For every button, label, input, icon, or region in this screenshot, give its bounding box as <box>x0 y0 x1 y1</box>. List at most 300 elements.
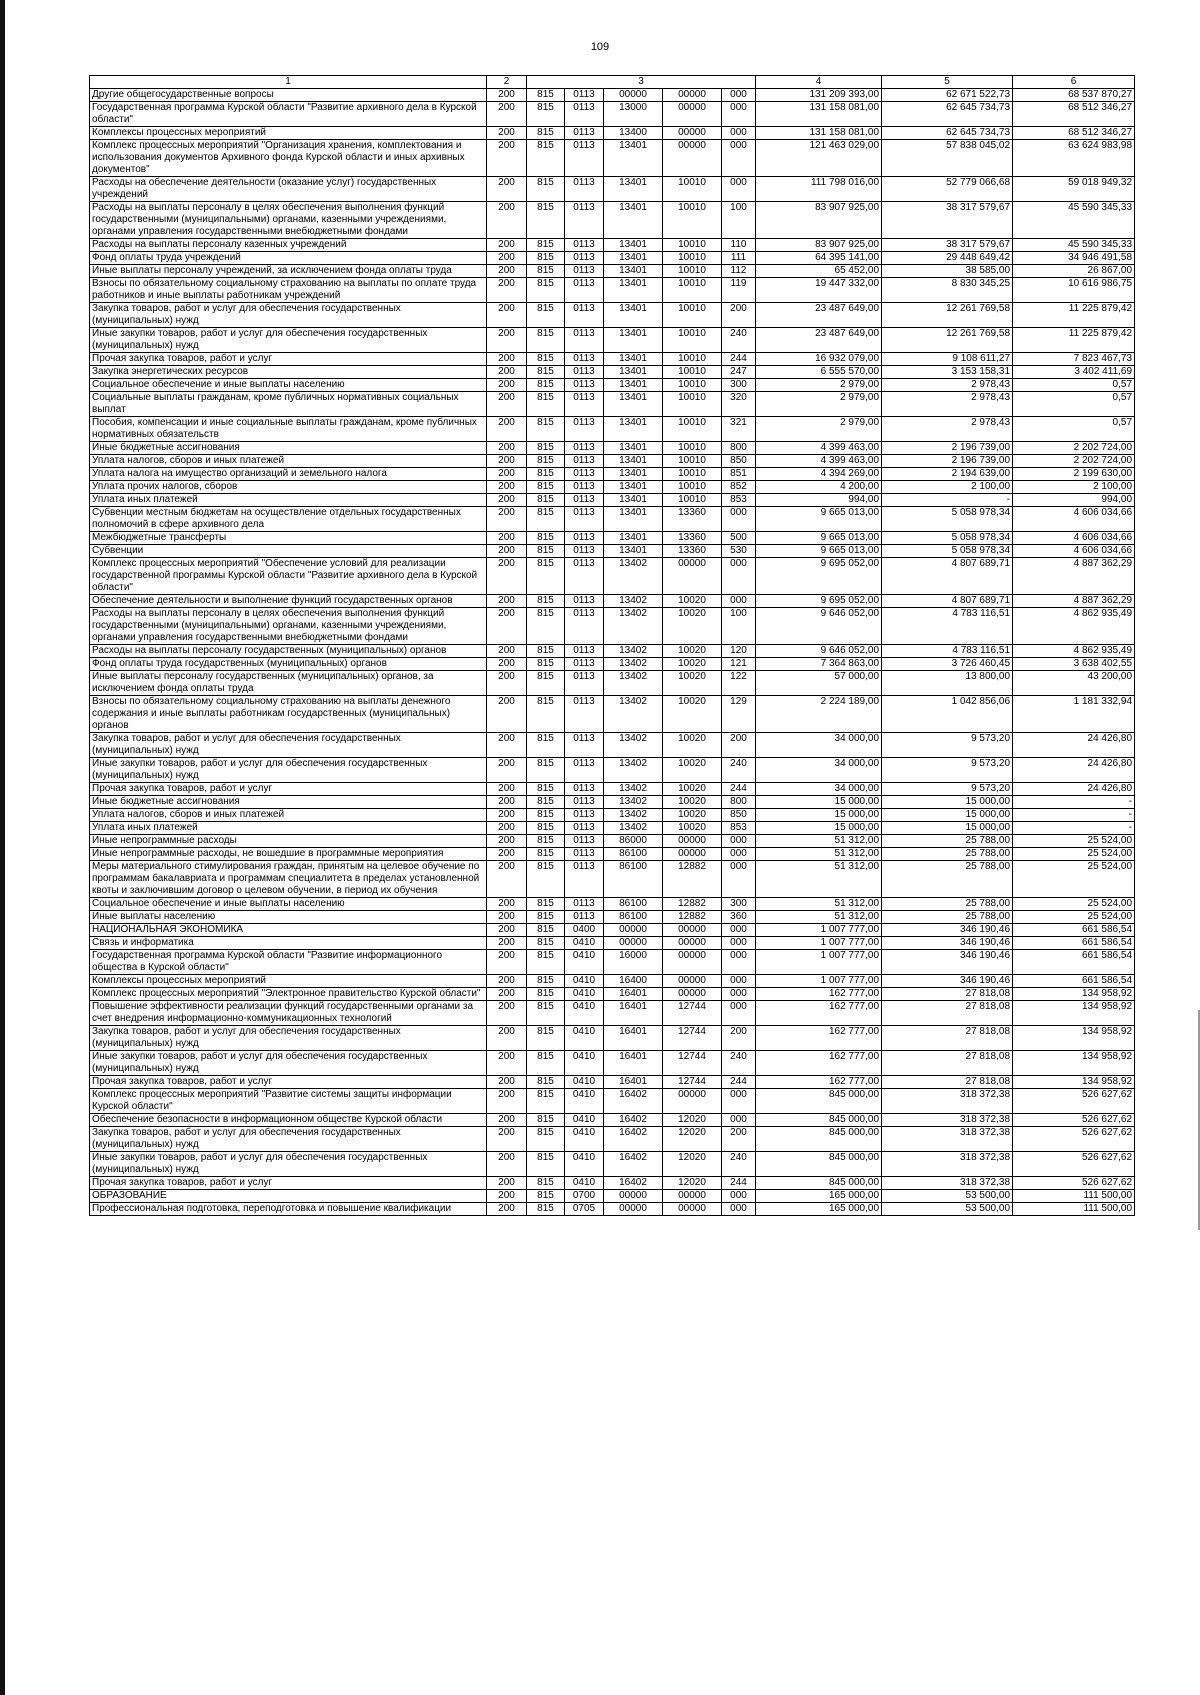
program-code: 13401 <box>604 140 663 177</box>
direction-code: 00000 <box>663 975 722 988</box>
remaining-amount: 4 606 034,66 <box>1013 532 1135 545</box>
section-code: 0410 <box>565 1114 604 1127</box>
approved-amount: 57 000,00 <box>756 671 882 696</box>
ministry-code: 815 <box>527 1190 565 1203</box>
remaining-amount: 25 524,00 <box>1013 848 1135 861</box>
approved-amount: 51 312,00 <box>756 898 882 911</box>
executed-amount: 318 372,38 <box>882 1114 1013 1127</box>
remaining-amount: 111 500,00 <box>1013 1190 1135 1203</box>
row-name: Закупка товаров, работ и услуг для обеспечения государственных (муниципальных) нужд <box>90 1026 487 1051</box>
row-name: Межбюджетные трансферты <box>90 532 487 545</box>
expense-type-code: 200 <box>722 1127 756 1152</box>
direction-code: 10020 <box>663 758 722 783</box>
executed-amount: 15 000,00 <box>882 796 1013 809</box>
remaining-amount: 134 958,92 <box>1013 1051 1135 1076</box>
expense-type-code: 800 <box>722 796 756 809</box>
admin-code: 200 <box>487 379 527 392</box>
column-header: 5 <box>882 76 1013 89</box>
admin-code: 200 <box>487 265 527 278</box>
admin-code: 200 <box>487 608 527 645</box>
remaining-amount: 4 606 034,66 <box>1013 507 1135 532</box>
direction-code: 10020 <box>663 671 722 696</box>
admin-code: 200 <box>487 1152 527 1177</box>
admin-code: 200 <box>487 481 527 494</box>
expense-type-code: 000 <box>722 1089 756 1114</box>
approved-amount: 2 979,00 <box>756 379 882 392</box>
table-row <box>90 303 1135 328</box>
admin-code: 200 <box>487 645 527 658</box>
remaining-amount: - <box>1013 796 1135 809</box>
direction-code: 12882 <box>663 861 722 898</box>
section-code: 0410 <box>565 1089 604 1114</box>
approved-amount: 2 224 189,00 <box>756 696 882 733</box>
row-name: Пособия, компенсации и иные социальные выплаты гражданам, кроме публичных нормативных обязательств <box>90 417 487 442</box>
expense-type-code: 000 <box>722 950 756 975</box>
direction-code: 12882 <box>663 911 722 924</box>
direction-code: 10010 <box>663 239 722 252</box>
remaining-amount: 661 586,54 <box>1013 924 1135 937</box>
ministry-code: 815 <box>527 545 565 558</box>
executed-amount: 62 645 734,73 <box>882 102 1013 127</box>
approved-amount: 7 364 863,00 <box>756 658 882 671</box>
program-code: 13401 <box>604 303 663 328</box>
admin-code: 200 <box>487 822 527 835</box>
executed-amount: 8 830 345,25 <box>882 278 1013 303</box>
row-name: Прочая закупка товаров, работ и услуг <box>90 1076 487 1089</box>
direction-code: 00000 <box>663 1190 722 1203</box>
executed-amount: 27 818,08 <box>882 1001 1013 1026</box>
table-row <box>90 1127 1135 1152</box>
expense-type-code: 119 <box>722 278 756 303</box>
ministry-code: 815 <box>527 975 565 988</box>
ministry-code: 815 <box>527 417 565 442</box>
admin-code: 200 <box>487 595 527 608</box>
direction-code: 10010 <box>663 417 722 442</box>
section-code: 0113 <box>565 353 604 366</box>
direction-code: 10020 <box>663 796 722 809</box>
program-code: 13402 <box>604 645 663 658</box>
direction-code: 10010 <box>663 442 722 455</box>
ministry-code: 815 <box>527 303 565 328</box>
row-name: Социальное обеспечение и иные выплаты населению <box>90 379 487 392</box>
page-number: 109 <box>590 41 610 53</box>
admin-code: 200 <box>487 468 527 481</box>
approved-amount: 15 000,00 <box>756 822 882 835</box>
expense-type-code: 000 <box>722 1190 756 1203</box>
expense-type-code: 852 <box>722 481 756 494</box>
program-code: 16402 <box>604 1177 663 1190</box>
section-code: 0113 <box>565 455 604 468</box>
ministry-code: 815 <box>527 809 565 822</box>
expense-type-code: 000 <box>722 127 756 140</box>
expense-type-code: 360 <box>722 911 756 924</box>
section-code: 0113 <box>565 758 604 783</box>
column-header: 4 <box>756 76 882 89</box>
ministry-code: 815 <box>527 658 565 671</box>
remaining-amount: 25 524,00 <box>1013 835 1135 848</box>
expense-type-code: 321 <box>722 417 756 442</box>
table-row <box>90 468 1135 481</box>
table-row <box>90 937 1135 950</box>
approved-amount: 83 907 925,00 <box>756 202 882 239</box>
ministry-code: 815 <box>527 455 565 468</box>
direction-code: 10010 <box>663 303 722 328</box>
direction-code: 10010 <box>663 328 722 353</box>
table-row <box>90 898 1135 911</box>
section-code: 0113 <box>565 696 604 733</box>
admin-code: 200 <box>487 783 527 796</box>
remaining-amount: 134 958,92 <box>1013 1001 1135 1026</box>
admin-code: 200 <box>487 1089 527 1114</box>
executed-amount: 346 190,46 <box>882 950 1013 975</box>
program-code: 16401 <box>604 1001 663 1026</box>
row-name: Государственная программа Курской области "Развитие информационного общества в Курской области" <box>90 950 487 975</box>
ministry-code: 815 <box>527 696 565 733</box>
table-row <box>90 608 1135 645</box>
expense-type-code: 000 <box>722 140 756 177</box>
program-code: 13401 <box>604 507 663 532</box>
row-name: Комплекс процессных мероприятий "Организация хранения, комплектования и использования документов Архивного фонда Курской области и иных архивных документов" <box>90 140 487 177</box>
program-code: 00000 <box>604 1190 663 1203</box>
expense-type-code: 122 <box>722 671 756 696</box>
ministry-code: 815 <box>527 127 565 140</box>
executed-amount: 1 042 856,06 <box>882 696 1013 733</box>
ministry-code: 815 <box>527 1001 565 1026</box>
expense-type-code: 500 <box>722 532 756 545</box>
admin-code: 200 <box>487 1127 527 1152</box>
approved-amount: 165 000,00 <box>756 1190 882 1203</box>
remaining-amount: 526 627,62 <box>1013 1114 1135 1127</box>
executed-amount: 2 196 739,00 <box>882 442 1013 455</box>
approved-amount: 9 646 052,00 <box>756 645 882 658</box>
ministry-code: 815 <box>527 733 565 758</box>
admin-code: 200 <box>487 202 527 239</box>
direction-code: 00000 <box>663 89 722 102</box>
remaining-amount: 2 100,00 <box>1013 481 1135 494</box>
approved-amount: 6 555 570,00 <box>756 366 882 379</box>
table-row <box>90 733 1135 758</box>
remaining-amount: 68 512 346,27 <box>1013 102 1135 127</box>
program-code: 13401 <box>604 468 663 481</box>
ministry-code: 815 <box>527 950 565 975</box>
program-code: 13401 <box>604 392 663 417</box>
section-code: 0113 <box>565 796 604 809</box>
admin-code: 200 <box>487 924 527 937</box>
approved-amount: 165 000,00 <box>756 1203 882 1216</box>
ministry-code: 815 <box>527 645 565 658</box>
ministry-code: 815 <box>527 796 565 809</box>
approved-amount: 9 665 013,00 <box>756 545 882 558</box>
direction-code: 00000 <box>663 950 722 975</box>
program-code: 13401 <box>604 265 663 278</box>
section-code: 0410 <box>565 1051 604 1076</box>
row-name: Повышение эффективности реализации функций государственными органами за счет внедрения информационно-коммуникационных технологий <box>90 1001 487 1026</box>
executed-amount: 38 317 579,67 <box>882 202 1013 239</box>
program-code: 86100 <box>604 861 663 898</box>
expense-type-code: 120 <box>722 645 756 658</box>
remaining-amount: 25 524,00 <box>1013 911 1135 924</box>
approved-amount: 162 777,00 <box>756 1026 882 1051</box>
executed-amount: 2 194 639,00 <box>882 468 1013 481</box>
table-row <box>90 645 1135 658</box>
program-code: 13401 <box>604 532 663 545</box>
expense-type-code: 244 <box>722 1076 756 1089</box>
remaining-amount: 34 946 491,58 <box>1013 252 1135 265</box>
direction-code: 00000 <box>663 1203 722 1216</box>
row-name: Фонд оплаты труда государственных (муниципальных) органов <box>90 658 487 671</box>
section-code: 0113 <box>565 328 604 353</box>
approved-amount: 845 000,00 <box>756 1089 882 1114</box>
ministry-code: 815 <box>527 758 565 783</box>
row-name: Закупка энергетических ресурсов <box>90 366 487 379</box>
section-code: 0113 <box>565 442 604 455</box>
program-code: 13402 <box>604 822 663 835</box>
executed-amount: 29 448 649,42 <box>882 252 1013 265</box>
table-row <box>90 239 1135 252</box>
executed-amount: 9 573,20 <box>882 758 1013 783</box>
executed-amount: 25 788,00 <box>882 911 1013 924</box>
remaining-amount: 994,00 <box>1013 494 1135 507</box>
section-code: 0113 <box>565 608 604 645</box>
expense-type-code: 244 <box>722 783 756 796</box>
expense-type-code: 800 <box>722 442 756 455</box>
approved-amount: 9 665 013,00 <box>756 532 882 545</box>
section-code: 0113 <box>565 545 604 558</box>
direction-code: 12020 <box>663 1127 722 1152</box>
row-name: НАЦИОНАЛЬНАЯ ЭКОНОМИКА <box>90 924 487 937</box>
program-code: 13402 <box>604 671 663 696</box>
executed-amount: 5 058 978,34 <box>882 545 1013 558</box>
expense-type-code: 121 <box>722 658 756 671</box>
row-name: Прочая закупка товаров, работ и услуг <box>90 1177 487 1190</box>
ministry-code: 815 <box>527 366 565 379</box>
expense-type-code: 100 <box>722 202 756 239</box>
direction-code: 12744 <box>663 1001 722 1026</box>
direction-code: 10010 <box>663 481 722 494</box>
direction-code: 00000 <box>663 1089 722 1114</box>
admin-code: 200 <box>487 809 527 822</box>
executed-amount: 2 978,43 <box>882 417 1013 442</box>
direction-code: 00000 <box>663 140 722 177</box>
expense-type-code: 244 <box>722 1177 756 1190</box>
expense-type-code: 000 <box>722 861 756 898</box>
admin-code: 200 <box>487 861 527 898</box>
ministry-code: 815 <box>527 140 565 177</box>
program-code: 16401 <box>604 1026 663 1051</box>
remaining-amount: 24 426,80 <box>1013 758 1135 783</box>
approved-amount: 64 395 141,00 <box>756 252 882 265</box>
remaining-amount: 134 958,92 <box>1013 1076 1135 1089</box>
program-code: 13401 <box>604 481 663 494</box>
expense-type-code: 000 <box>722 177 756 202</box>
approved-amount: 1 007 777,00 <box>756 924 882 937</box>
executed-amount: 27 818,08 <box>882 1051 1013 1076</box>
ministry-code: 815 <box>527 1051 565 1076</box>
program-code: 13401 <box>604 177 663 202</box>
expense-type-code: 240 <box>722 758 756 783</box>
section-code: 0113 <box>565 468 604 481</box>
expense-type-code: 110 <box>722 239 756 252</box>
ministry-code: 815 <box>527 822 565 835</box>
direction-code: 00000 <box>663 558 722 595</box>
section-code: 0113 <box>565 898 604 911</box>
row-name: Меры материального стимулирования граждан, принятым на целевое обучение по программам бакалавриата и программам специалитета в пределах установленной квоты и заключившим договор о целевом обучении, в период их обучения <box>90 861 487 898</box>
program-code: 13401 <box>604 239 663 252</box>
remaining-amount: - <box>1013 809 1135 822</box>
direction-code: 12882 <box>663 898 722 911</box>
direction-code: 10010 <box>663 265 722 278</box>
section-code: 0113 <box>565 558 604 595</box>
section-code: 0705 <box>565 1203 604 1216</box>
admin-code: 200 <box>487 911 527 924</box>
table-row <box>90 658 1135 671</box>
section-code: 0113 <box>565 911 604 924</box>
table-row <box>90 1190 1135 1203</box>
table-row <box>90 532 1135 545</box>
table-row <box>90 140 1135 177</box>
executed-amount: 4 783 116,51 <box>882 645 1013 658</box>
expense-type-code: 850 <box>722 455 756 468</box>
section-code: 0700 <box>565 1190 604 1203</box>
table-row <box>90 455 1135 468</box>
approved-amount: 15 000,00 <box>756 796 882 809</box>
remaining-amount: 661 586,54 <box>1013 950 1135 975</box>
expense-type-code: 200 <box>722 1026 756 1051</box>
admin-code: 200 <box>487 127 527 140</box>
expense-type-code: 000 <box>722 937 756 950</box>
direction-code: 13360 <box>663 532 722 545</box>
remaining-amount: 0,57 <box>1013 379 1135 392</box>
remaining-amount: 25 524,00 <box>1013 898 1135 911</box>
program-code: 13401 <box>604 545 663 558</box>
row-name: Расходы на обеспечение деятельности (оказание услуг) государственных учреждений <box>90 177 487 202</box>
direction-code: 00000 <box>663 937 722 950</box>
remaining-amount: 0,57 <box>1013 417 1135 442</box>
ministry-code: 815 <box>527 595 565 608</box>
direction-code: 10010 <box>663 366 722 379</box>
row-name: Комплекс процессных мероприятий "Электронное правительство Курской области" <box>90 988 487 1001</box>
program-code: 13401 <box>604 353 663 366</box>
row-name: Расходы на выплаты персоналу в целях обеспечения выполнения функций государственными (муниципальными) органами, казенными учреждениями, органами управления государственными внебюджетными фондами <box>90 202 487 239</box>
admin-code: 200 <box>487 848 527 861</box>
section-code: 0113 <box>565 848 604 861</box>
program-code: 13402 <box>604 796 663 809</box>
direction-code: 12020 <box>663 1177 722 1190</box>
program-code: 00000 <box>604 89 663 102</box>
direction-code: 10020 <box>663 733 722 758</box>
remaining-amount: 1 181 332,94 <box>1013 696 1135 733</box>
table-row <box>90 278 1135 303</box>
remaining-amount: 0,57 <box>1013 392 1135 417</box>
executed-amount: 25 788,00 <box>882 898 1013 911</box>
table-row <box>90 809 1135 822</box>
direction-code: 10020 <box>663 595 722 608</box>
row-name: Субвенции местным бюджетам на осуществление отдельных государственных полномочий в сфере архивного дела <box>90 507 487 532</box>
approved-amount: 4 399 463,00 <box>756 455 882 468</box>
executed-amount: 346 190,46 <box>882 975 1013 988</box>
direction-code: 13360 <box>663 545 722 558</box>
row-name: Комплекс процессных мероприятий "Обеспечение условий для реализации государственной программы Курской области "Развитие архивного дела в Курской области" <box>90 558 487 595</box>
table-row <box>90 392 1135 417</box>
direction-code: 10020 <box>663 783 722 796</box>
section-code: 0113 <box>565 835 604 848</box>
table-row <box>90 1026 1135 1051</box>
ministry-code: 815 <box>527 1026 565 1051</box>
row-name: Иные закупки товаров, работ и услуг для обеспечения государственных (муниципальных) нужд <box>90 328 487 353</box>
section-code: 0410 <box>565 1127 604 1152</box>
ministry-code: 815 <box>527 278 565 303</box>
program-code: 13401 <box>604 202 663 239</box>
approved-amount: 131 158 081,00 <box>756 127 882 140</box>
approved-amount: 9 646 052,00 <box>756 608 882 645</box>
ministry-code: 815 <box>527 392 565 417</box>
program-code: 13401 <box>604 442 663 455</box>
section-code: 0410 <box>565 1026 604 1051</box>
expense-type-code: 853 <box>722 494 756 507</box>
ministry-code: 815 <box>527 898 565 911</box>
executed-amount: 5 058 978,34 <box>882 507 1013 532</box>
program-code: 13401 <box>604 278 663 303</box>
table-row <box>90 545 1135 558</box>
table-row <box>90 1001 1135 1026</box>
row-name: Иные бюджетные ассигнования <box>90 442 487 455</box>
program-code: 13401 <box>604 417 663 442</box>
remaining-amount: 661 586,54 <box>1013 937 1135 950</box>
direction-code: 10010 <box>663 252 722 265</box>
table-row <box>90 202 1135 239</box>
direction-code: 10020 <box>663 809 722 822</box>
table-row <box>90 783 1135 796</box>
row-name: Социальное обеспечение и иные выплаты населению <box>90 898 487 911</box>
admin-code: 200 <box>487 1190 527 1203</box>
ministry-code: 815 <box>527 353 565 366</box>
executed-amount: 9 573,20 <box>882 733 1013 758</box>
ministry-code: 815 <box>527 239 565 252</box>
executed-amount: 2 978,43 <box>882 392 1013 417</box>
row-name: Уплата налогов, сборов и иных платежей <box>90 455 487 468</box>
expense-type-code: 200 <box>722 733 756 758</box>
direction-code: 00000 <box>663 924 722 937</box>
remaining-amount: 661 586,54 <box>1013 975 1135 988</box>
admin-code: 200 <box>487 455 527 468</box>
remaining-amount: 11 225 879,42 <box>1013 328 1135 353</box>
executed-amount: 5 058 978,34 <box>882 532 1013 545</box>
admin-code: 200 <box>487 545 527 558</box>
executed-amount: - <box>882 494 1013 507</box>
program-code: 13402 <box>604 595 663 608</box>
ministry-code: 815 <box>527 671 565 696</box>
direction-code: 10010 <box>663 455 722 468</box>
direction-code: 10010 <box>663 202 722 239</box>
program-code: 00000 <box>604 937 663 950</box>
row-name: Другие общегосударственные вопросы <box>90 89 487 102</box>
executed-amount: 13 800,00 <box>882 671 1013 696</box>
remaining-amount: 4 862 935,49 <box>1013 645 1135 658</box>
row-name: Уплата иных платежей <box>90 494 487 507</box>
row-name: Иные выплаты персоналу государственных (муниципальных) органов, за исключением фонда оплаты труда <box>90 671 487 696</box>
table-header-row <box>90 76 1135 89</box>
table-row <box>90 252 1135 265</box>
direction-code: 12744 <box>663 1026 722 1051</box>
approved-amount: 9 695 052,00 <box>756 558 882 595</box>
program-code: 13402 <box>604 658 663 671</box>
section-code: 0113 <box>565 177 604 202</box>
approved-amount: 1 007 777,00 <box>756 975 882 988</box>
approved-amount: 65 452,00 <box>756 265 882 278</box>
admin-code: 200 <box>487 950 527 975</box>
expense-type-code: 000 <box>722 835 756 848</box>
ministry-code: 815 <box>527 442 565 455</box>
